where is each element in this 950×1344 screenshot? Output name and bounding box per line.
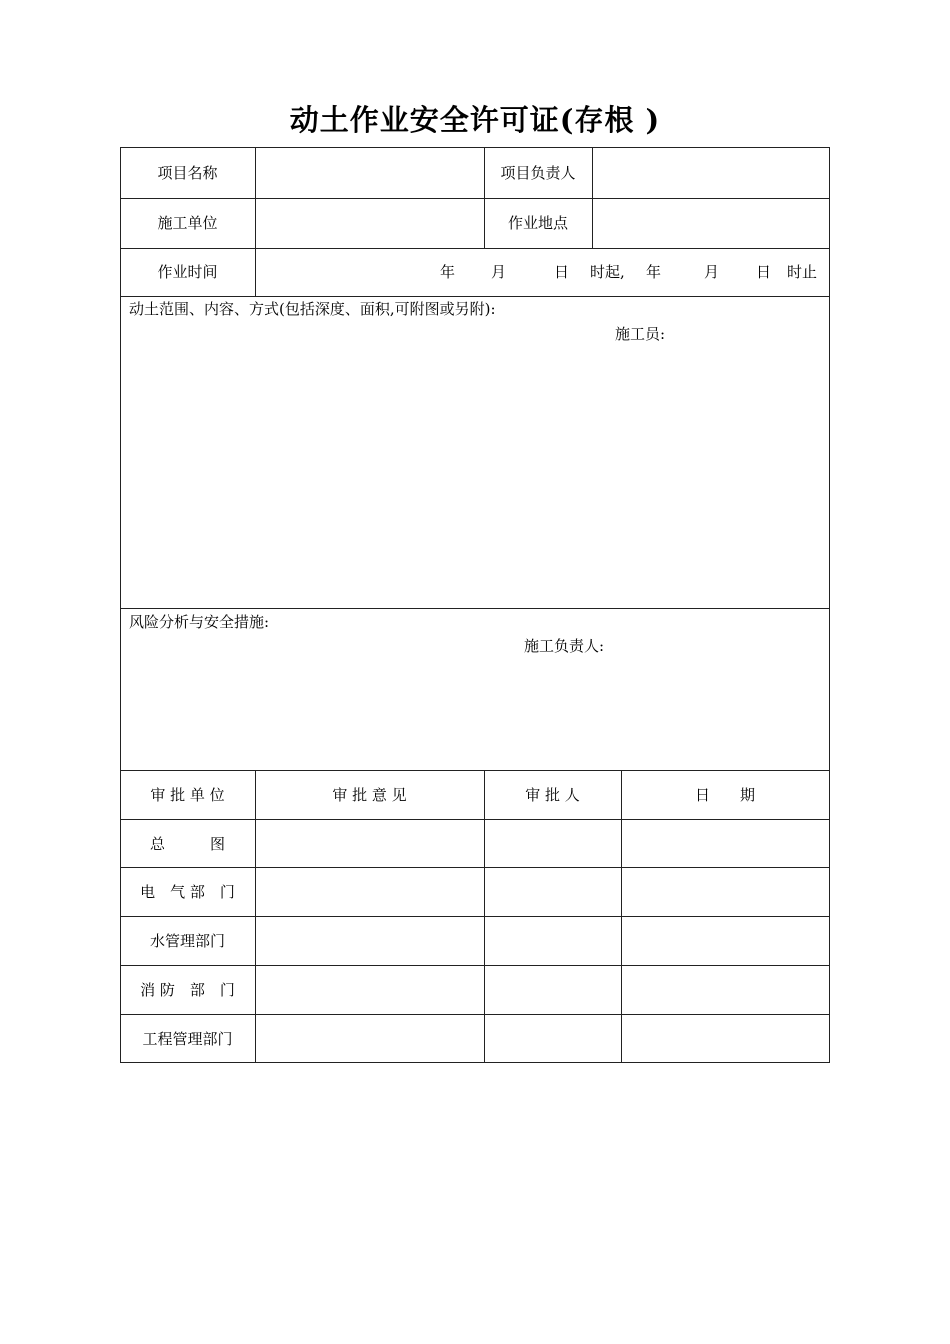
form-title: 动土作业安全许可证(存根 )	[289, 103, 661, 137]
start-hour-unit: 时起,	[590, 263, 625, 281]
row-divider	[120, 248, 830, 249]
approval-unit-header: 审 批 单 位	[150, 786, 225, 804]
row-divider	[120, 1014, 830, 1015]
end-month-unit: 月	[704, 263, 720, 281]
col-divider	[255, 770, 256, 1063]
work-time-label: 作业时间	[157, 263, 218, 281]
col-divider	[592, 147, 593, 249]
row-divider	[120, 296, 830, 297]
table-border-left	[120, 147, 121, 1063]
row-divider	[120, 198, 830, 199]
approval-row-water: 水管理部门	[149, 932, 225, 950]
row-divider	[120, 608, 830, 609]
row-divider	[120, 965, 830, 966]
scope-label: 动土范围、内容、方式(包括深度、面积,可附图或另附):	[129, 300, 496, 318]
row-divider	[120, 819, 830, 820]
approval-row-general-plan: 总 图	[149, 835, 225, 853]
approval-row-electrical: 电 气 部 门	[140, 883, 235, 901]
col-divider	[484, 770, 485, 1063]
start-month-unit: 月	[491, 263, 507, 281]
end-day-unit: 日	[756, 263, 772, 281]
approver-header: 审 批 人	[525, 786, 580, 804]
approval-opinion-header: 审 批 意 见	[332, 786, 407, 804]
col-divider	[255, 147, 256, 297]
permit-form-table	[120, 147, 830, 1063]
construction-manager-signature-label: 施工负责人:	[524, 637, 605, 655]
work-location-label: 作业地点	[507, 214, 568, 232]
end-hour-unit: 时止	[787, 263, 818, 281]
row-divider	[120, 770, 830, 771]
row-divider	[120, 867, 830, 868]
approval-date-header: 日 期	[694, 786, 755, 804]
approval-row-engineering: 工程管理部门	[142, 1030, 233, 1048]
end-year-unit: 年	[646, 263, 662, 281]
start-day-unit: 日	[554, 263, 570, 281]
col-divider	[484, 147, 485, 249]
constructor-signature-label: 施工员:	[615, 325, 666, 343]
table-border-top	[120, 147, 830, 148]
start-year-unit: 年	[440, 263, 456, 281]
row-divider	[120, 916, 830, 917]
table-border-right	[829, 147, 830, 1063]
risk-analysis-label: 风险分析与安全措施:	[129, 613, 270, 631]
col-divider	[621, 770, 622, 1063]
project-manager-label: 项目负责人	[500, 164, 576, 182]
project-name-label: 项目名称	[157, 164, 218, 182]
table-border-bottom	[120, 1062, 830, 1063]
construction-unit-label: 施工单位	[157, 214, 218, 232]
approval-row-fire: 消 防 部 门	[140, 981, 235, 999]
